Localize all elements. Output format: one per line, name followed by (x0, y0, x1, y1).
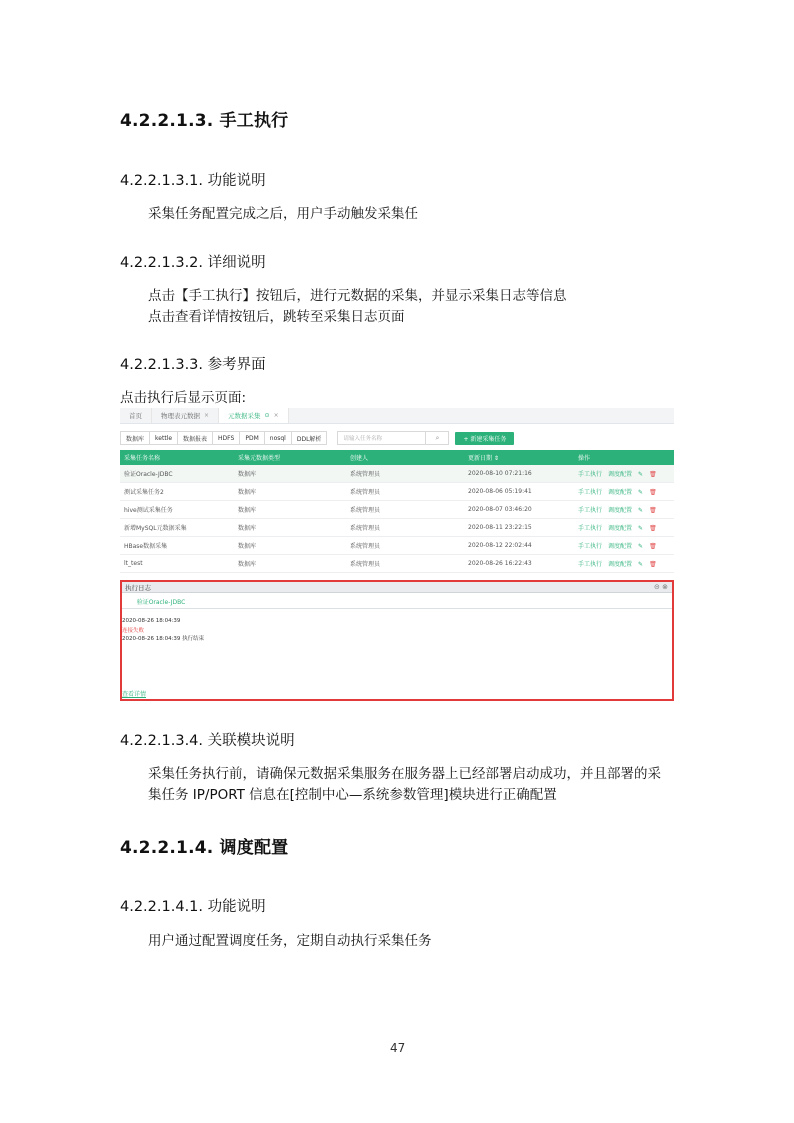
cell-actions (574, 537, 674, 555)
view-details-link[interactable]: 查看详情 (122, 691, 147, 698)
manual-exec-link[interactable]: 手工执行 (578, 543, 603, 550)
cell-name: 验证Oracle-JDBC (120, 465, 234, 483)
schedule-link[interactable]: 调度配置 (608, 489, 633, 496)
cell-updated: 2020-08-06 05:19:41 (464, 483, 574, 501)
tab-metadata-collection[interactable] (219, 408, 289, 423)
tab-home[interactable] (120, 408, 152, 423)
cell-name: hive测试采集任务 (120, 501, 234, 519)
table-row (120, 483, 674, 501)
cell-updated: 2020-08-26 16:22:43 (464, 555, 574, 573)
trash-icon[interactable]: 🗑 (649, 561, 657, 568)
paragraph-related-2: 集任务 IP/PORT 信息在[控制中心—系统参数管理]模块进行正确配置 (148, 787, 557, 803)
tab-label: 首页 (129, 412, 142, 420)
page-number: 47 (390, 1041, 406, 1055)
log-line: 2020-08-26 18:04:39 执行结束 (122, 636, 205, 642)
filter-nosql[interactable]: nosql (265, 431, 292, 445)
pencil-icon[interactable]: ✎ (638, 471, 644, 478)
trash-icon[interactable]: 🗑 (649, 471, 657, 478)
search-icon[interactable]: ⌕ (426, 431, 449, 445)
paragraph-function: 采集任务配置完成之后，用户手动触发采集任 (148, 206, 418, 222)
trash-icon[interactable]: 🗑 (649, 543, 657, 550)
cell-name: HBase数据采集 (120, 537, 234, 555)
filter-ddl[interactable]: DDL解析 (292, 431, 328, 445)
task-table (120, 450, 674, 573)
cell-type: 数据库 (234, 501, 346, 519)
cell-type: 数据库 (234, 519, 346, 537)
cell-actions (574, 483, 674, 501)
paragraph-detail-2: 点击查看详情按钮后，跳转至采集日志页面 (148, 309, 405, 325)
manual-exec-link[interactable]: 手工执行 (578, 525, 603, 532)
log-panel-title: 执行日志 (122, 582, 672, 593)
tab-label: 元数据采集 (228, 412, 261, 420)
cell-creator: 系统管理员 (346, 537, 464, 555)
pencil-icon[interactable]: ✎ (638, 561, 644, 568)
trash-icon[interactable]: 🗑 (649, 525, 657, 532)
cell-creator: 系统管理员 (346, 465, 464, 483)
trash-icon[interactable]: 🗑 (649, 489, 657, 496)
cell-type: 数据库 (234, 483, 346, 501)
cell-actions (574, 519, 674, 537)
tab-physical-metadata[interactable] (152, 408, 219, 423)
header-task-name: 采集任务名称 (120, 450, 234, 465)
tab-label: 物理表元数据 (161, 412, 200, 420)
filter-pdm[interactable]: PDM (240, 431, 264, 445)
refresh-icon[interactable]: ⊙ (264, 412, 270, 419)
table-row (120, 465, 674, 483)
schedule-link[interactable]: 调度配置 (608, 561, 633, 568)
table-row (120, 537, 674, 555)
paragraph-detail-1: 点击【手工执行】按钮后，进行元数据的采集，并显示采集日志等信息 (148, 288, 567, 304)
schedule-link[interactable]: 调度配置 (608, 525, 633, 532)
header-creator: 创建人 (346, 450, 464, 465)
filter-hdfs[interactable]: HDFS (213, 431, 240, 445)
cell-name: 测试采集任务2 (120, 483, 234, 501)
header-actions: 操作 (574, 450, 674, 465)
table-header (120, 450, 674, 465)
cell-type: 数据库 (234, 465, 346, 483)
reference-screenshot (120, 408, 674, 573)
execution-log-panel (120, 580, 674, 701)
pencil-icon[interactable]: ✎ (638, 543, 644, 550)
filter-report[interactable]: 数据报表 (178, 431, 213, 445)
cell-updated: 2020-08-10 07:21:16 (464, 465, 574, 483)
cell-creator: 系统管理员 (346, 501, 464, 519)
filter-kettle[interactable]: kettle (150, 431, 178, 445)
section-heading-schedule: 4.2.2.1.4. 调度配置 (120, 838, 289, 858)
cell-name: 新增MySQL元数据采集 (120, 519, 234, 537)
app-tabs (120, 408, 674, 424)
new-task-button[interactable]: + 新建采集任务 (455, 432, 514, 445)
schedule-link[interactable]: 调度配置 (608, 507, 633, 514)
window-controls (654, 583, 668, 591)
trash-icon[interactable]: 🗑 (649, 507, 657, 514)
subheading-reference-ui: 4.2.2.1.3.3. 参考界面 (120, 357, 266, 373)
table-row (120, 555, 674, 573)
schedule-link[interactable]: 调度配置 (608, 471, 633, 478)
cell-type: 数据库 (234, 537, 346, 555)
cell-actions (574, 501, 674, 519)
filter-database[interactable]: 数据库 (120, 431, 150, 445)
subheading-function: 4.2.2.1.3.1. 功能说明 (120, 173, 266, 189)
manual-exec-link[interactable]: 手工执行 (578, 507, 603, 514)
manual-exec-link[interactable]: 手工执行 (578, 471, 603, 478)
manual-exec-link[interactable]: 手工执行 (578, 561, 603, 568)
subheading-related-modules: 4.2.2.1.3.4. 关联模块说明 (120, 733, 295, 749)
cell-updated: 2020-08-11 23:22:15 (464, 519, 574, 537)
schedule-link[interactable]: 调度配置 (608, 543, 633, 550)
subheading-detail: 4.2.2.1.3.2. 详细说明 (120, 255, 266, 271)
log-line: 2020-08-26 18:04:39 (122, 618, 181, 624)
caption-reference-ui: 点击执行后显示页面: (120, 390, 247, 406)
cell-name: lt_test (120, 555, 234, 573)
close-icon[interactable]: ⊗ (662, 583, 668, 591)
cell-updated: 2020-08-07 03:46:20 (464, 501, 574, 519)
manual-exec-link[interactable]: 手工执行 (578, 489, 603, 496)
pencil-icon[interactable]: ✎ (638, 525, 644, 532)
filter-bar (120, 429, 674, 447)
cell-creator: 系统管理员 (346, 555, 464, 573)
cell-type: 数据库 (234, 555, 346, 573)
paragraph-related-1: 采集任务执行前，请确保元数据采集服务在服务器上已经部署启动成功，并且部署的采 (148, 766, 661, 782)
paragraph-function-2: 用户通过配置调度任务，定期自动执行采集任务 (148, 933, 432, 949)
log-line-error: 连接失败 (122, 628, 145, 634)
header-updated[interactable]: 更新日期 ⇕ (464, 450, 574, 465)
close-icon[interactable]: × (273, 412, 279, 419)
subheading-function-2: 4.2.2.1.4.1. 功能说明 (120, 899, 266, 915)
log-tab[interactable]: 验证Oracle-JDBC (122, 594, 200, 609)
cell-actions (574, 555, 674, 573)
close-icon[interactable]: × (204, 412, 210, 419)
table-row (120, 501, 674, 519)
table-row (120, 519, 674, 537)
log-tab-divider (122, 608, 672, 609)
section-heading-manual-exec: 4.2.2.1.3. 手工执行 (120, 111, 289, 131)
pencil-icon[interactable]: ✎ (638, 507, 644, 514)
cell-creator: 系统管理员 (346, 483, 464, 501)
pencil-icon[interactable]: ✎ (638, 489, 644, 496)
cell-creator: 系统管理员 (346, 519, 464, 537)
cell-updated: 2020-08-12 22:02:44 (464, 537, 574, 555)
minimize-icon[interactable]: ⊝ (654, 583, 660, 591)
search-input[interactable]: 请输入任务名称 (337, 431, 426, 445)
cell-actions (574, 465, 674, 483)
header-type: 采集元数据类型 (234, 450, 346, 465)
